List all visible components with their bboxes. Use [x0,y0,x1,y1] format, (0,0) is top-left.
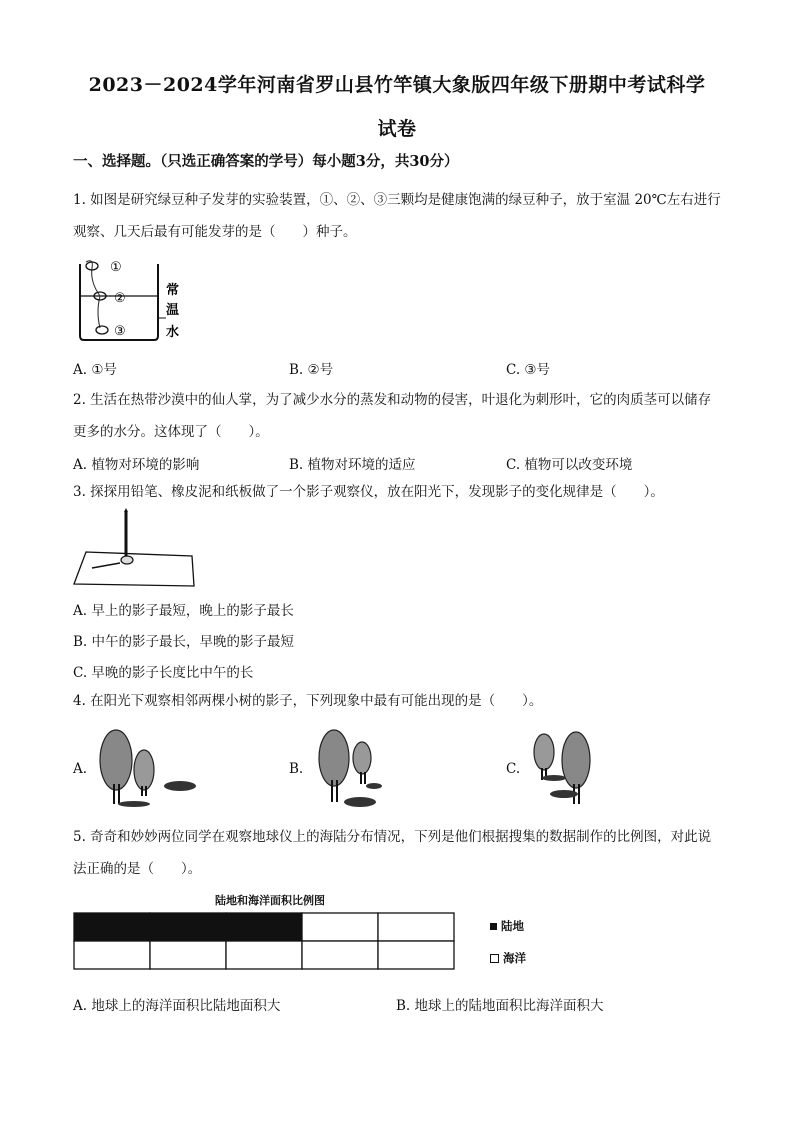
q5-option-b[interactable]: B. 地球上的陆地面积比海洋面积大 [396,998,604,1014]
q1-option-c[interactable]: C. ③号 [506,362,551,378]
seed-germination-figure [72,256,184,346]
q3-option-c[interactable]: C. 早晚的影子长度比中午的长 [73,665,254,681]
question-4-text: 4. 在阳光下观察相邻两棵小树的影子，下列现象中最有可能出现的是（ ）。 [73,693,543,709]
legend-ocean-label: 海洋 [503,951,526,965]
question-3-text: 3. 探探用铅笔、橡皮泥和纸板做了一个影子观察仪，放在阳光下，发现影子的变化规律是（ ）。 [73,484,664,500]
ocean-cell [302,941,378,969]
trees-figure-b [308,724,398,808]
chart-title: 陆地和海洋面积比例图 [215,894,325,907]
exam-title-line2: 试卷 [377,118,417,140]
land-ocean-ratio-chart [72,910,458,976]
seed-label-1: ① [110,260,122,275]
q3-option-a[interactable]: A. 早上的影子最短，晚上的影子最长 [73,603,294,619]
legend-land-swatch [490,923,497,930]
question-1-text: 1. 如图是研究绿豆种子发芽的实验装置，①、②、③三颗均是健康饱满的绿豆种子，放于室温 20℃左右进行观察、几天后最有可能发芽的是（ ）种子。 [73,192,721,240]
q4-option-c[interactable]: C. [506,761,521,777]
water-label-3: 水 [166,325,180,340]
q4-option-a[interactable]: A. [73,761,88,777]
legend-land-label: 陆地 [501,919,524,933]
question-5-text: 5. 奇奇和妙妙两位同学在观察地球仪上的海陆分布情况，下列是他们根据搜集的数据制作的比例图，对此说法正确的是（ ）。 [73,829,712,877]
legend-land [490,918,524,934]
trees-figure-a [92,724,204,808]
ocean-cell [74,941,150,969]
ocean-cell [226,941,302,969]
q5-option-a[interactable]: A. 地球上的海洋面积比陆地面积大 [73,998,281,1014]
q4-option-b[interactable]: B. [289,761,304,777]
legend-ocean [490,950,526,966]
ocean-cell [302,913,378,941]
legend-ocean-swatch [490,954,499,963]
ocean-cell [378,913,454,941]
trees-figure-c [520,722,610,808]
water-label-2: 温 [166,303,180,318]
q3-option-b[interactable]: B. 中午的影子最长，早晚的影子最短 [73,634,295,650]
seed-label-2: ② [114,291,126,306]
q1-option-b[interactable]: B. ②号 [289,362,334,378]
ocean-cell [378,941,454,969]
ocean-cell [150,941,226,969]
shadow-observer-figure [72,508,198,588]
water-label-1: 常 [166,283,180,298]
section-heading: 一、选择题。（只选正确答案的学号）每小题3分，共30分） [73,153,459,170]
q2-option-a[interactable]: A. 植物对环境的影响 [73,457,200,473]
q1-option-a[interactable]: A. ①号 [73,362,117,378]
land-band [74,913,298,941]
q2-option-b[interactable]: B. 植物对环境的适应 [289,457,416,473]
seed-label-3: ③ [114,324,126,339]
exam-title-line1: 2023－2024学年河南省罗山县竹竿镇大象版四年级下册期中考试科学 [88,74,706,96]
q2-option-c[interactable]: C. 植物可以改变环境 [506,457,633,473]
question-2-text: 2. 生活在热带沙漠中的仙人掌，为了减少水分的蒸发和动物的侵害，叶退化为刺形叶，它的肉质茎可以储存更多的水分。这体现了（ ）。 [73,392,712,440]
